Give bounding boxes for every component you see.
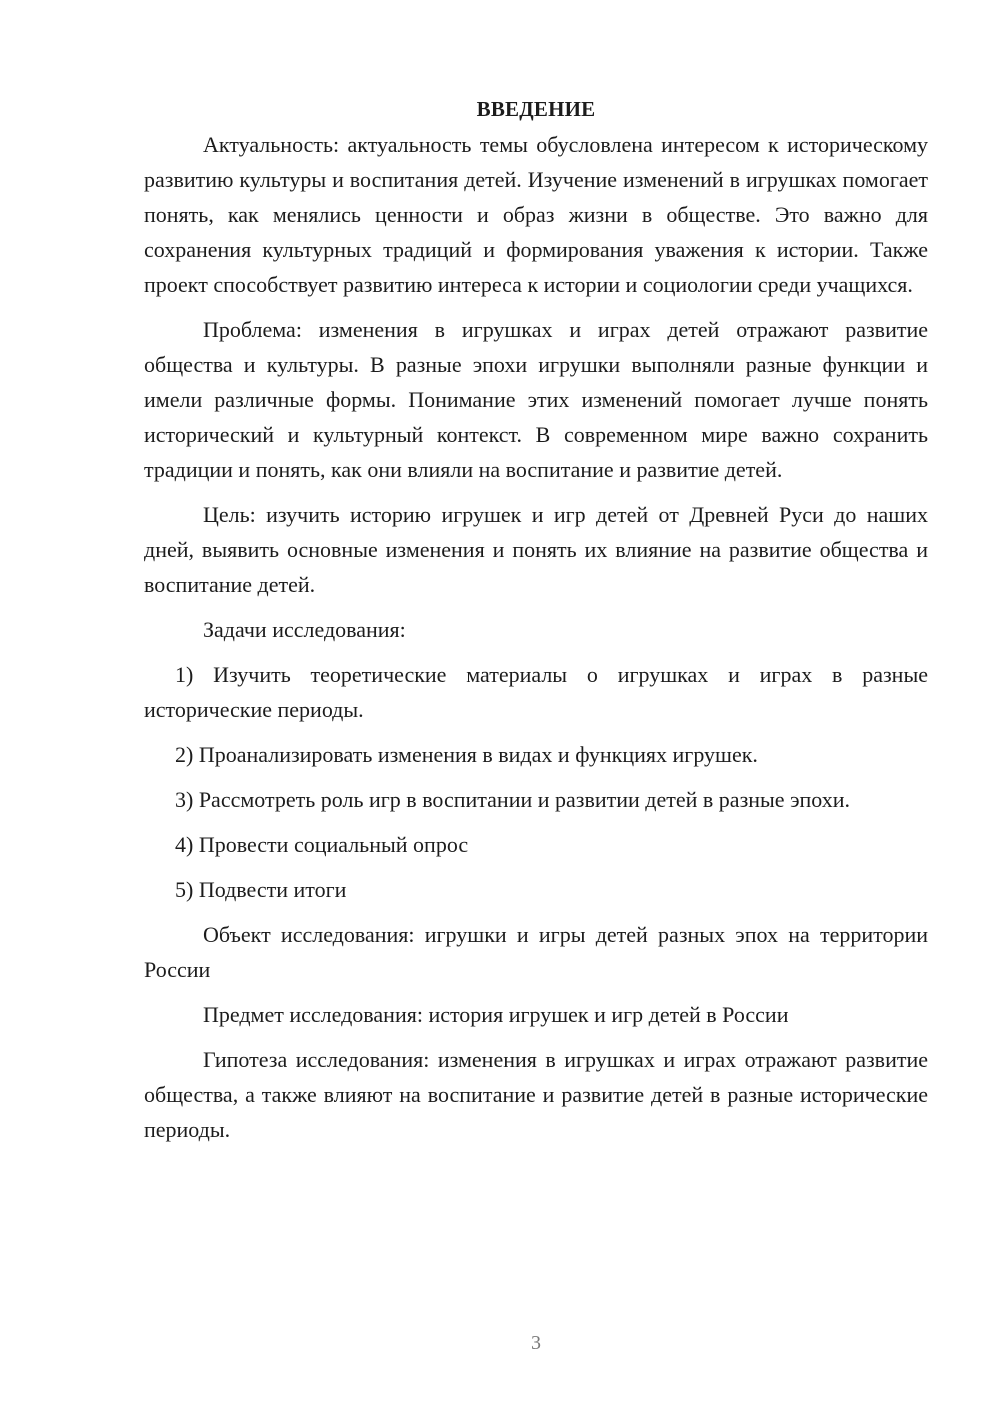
problem-paragraph: Проблема: изменения в игрушках и играх детей отражают развитие общества и культуры. В разные эпохи игрушки выполняли разные функции и имели различные формы. Понимание этих изменений помогает лучше понять исторический и культурный контекст. В современном мире важно сохранить традиции и понять, как они влияли на воспитание и развитие детей.: [144, 317, 928, 482]
relevance-paragraph: Актуальность: актуальность темы обусловлена интересом к историческому развитию культуры и воспитания детей. Изучение изменений в игрушках помогает понять, как менялись ценности и образ жизни в обществе. Это важно для сохранения культурных традиций и формирования уважения к истории. Также проект способствует развитию интереса к истории и социологии среди учащихся.: [144, 132, 928, 297]
document-body: [144, 92, 928, 1147]
task-item-4: 4) Провести социальный опрос: [175, 832, 469, 857]
section-title: ВВЕДЕНИЕ: [476, 97, 596, 121]
subject-paragraph: Предмет исследования: история игрушек и игр детей в России: [203, 1002, 789, 1027]
hypothesis-paragraph: Гипотеза исследования: изменения в игрушках и играх отражают развитие общества, а также влияют на воспитание и развитие детей в разные исторические периоды.: [144, 1047, 928, 1142]
page-number: 3: [531, 1332, 541, 1354]
task-item-2: 2) Проанализировать изменения в видах и функциях игрушек.: [175, 742, 758, 767]
task-item-1: 1) Изучить теоретические материалы о игрушках и играх в разные исторические периоды.: [144, 662, 928, 722]
goal-paragraph: Цель: изучить историю игрушек и игр детей от Древней Руси до наших дней, выявить основные изменения и понять их влияние на развитие общества и воспитание детей.: [144, 502, 928, 597]
task-item-3: 3) Рассмотреть роль игр в воспитании и развитии детей в разные эпохи.: [175, 787, 851, 812]
object-paragraph: Объект исследования: игрушки и игры детей разных эпох на территории России: [144, 922, 928, 982]
task-item-5: 5) Подвести итоги: [175, 877, 347, 902]
tasks-heading: Задачи исследования:: [203, 617, 406, 642]
